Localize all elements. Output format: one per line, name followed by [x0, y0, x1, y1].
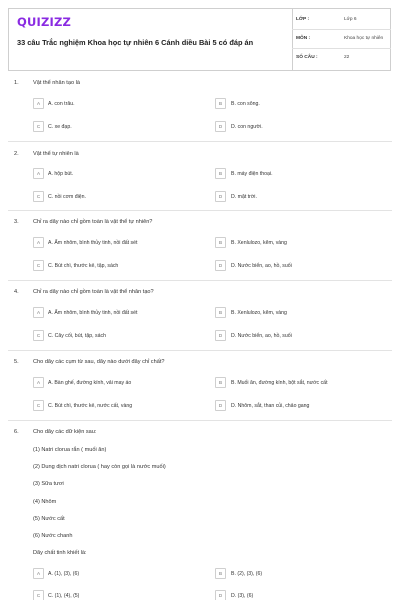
- question-separator: [8, 350, 392, 351]
- meta-value: 22: [344, 55, 350, 60]
- option-badge-a[interactable]: A: [33, 307, 44, 318]
- option-text: D. mặt trời.: [231, 194, 257, 200]
- question-text: Chỉ ra dãy nào chỉ gồm toàn là vật thể tự nhiên?: [33, 219, 153, 225]
- question-line: (2) Dung dịch natri clorua ( hay còn gọi là nước muối): [33, 464, 166, 470]
- option-text: C. xe đạp.: [48, 124, 72, 130]
- option-badge-c[interactable]: C: [33, 260, 44, 271]
- option-text: D. Nước biển, ao, hồ, suối: [231, 333, 292, 339]
- option-badge-b[interactable]: B: [215, 237, 226, 248]
- question-line: (3) Sữa tươi: [33, 481, 64, 487]
- option-badge-d[interactable]: D: [215, 330, 226, 341]
- option-text: C. (1), (4), (5): [48, 593, 80, 599]
- meta-value: Khoa học tự nhiên: [344, 36, 384, 41]
- quizizz-logo: [17, 15, 287, 29]
- option-text: B. Xenlulozo, kẽm, vàng: [231, 240, 287, 246]
- meta-row-subject: [292, 33, 391, 47]
- option-badge-a[interactable]: A: [33, 98, 44, 109]
- header-left: [17, 15, 287, 47]
- option-text: C. Bút chì, thước kẻ, nước cất, vàng: [48, 403, 133, 409]
- option-text: B. con sông.: [231, 101, 260, 107]
- question-line: Dãy chất tinh khiết là:: [33, 550, 87, 556]
- question-text: Vật thể nhân tạo là: [33, 80, 80, 86]
- question-text: Chỉ ra dãy nào chỉ gồm toàn là vật thể nhân tạo?: [33, 289, 154, 295]
- logo-text: QUIZIZZ: [17, 15, 72, 29]
- option-text: B. (2), (3), (6): [231, 571, 263, 577]
- option-badge-c[interactable]: C: [33, 590, 44, 600]
- meta-row-count: [292, 52, 391, 66]
- option-text: B. Xenlulozo, kẽm, vàng: [231, 310, 287, 316]
- question-number: 5.: [14, 359, 19, 365]
- question-line: (4) Nhôm: [33, 499, 57, 505]
- option-badge-a[interactable]: A: [33, 568, 44, 579]
- question-text: Vật thể tự nhiên là: [33, 151, 79, 157]
- document-title: 33 câu Trắc nghiệm Khoa học tự nhiên 6 Cánh diều Bài 5 có đáp án: [17, 38, 254, 47]
- meta-line: [292, 48, 391, 49]
- option-badge-b[interactable]: B: [215, 568, 226, 579]
- option-text: D. (3), (6): [231, 593, 254, 599]
- option-text: A. Ấm nhôm, bình thủy tinh, nồi đất sét: [48, 310, 138, 316]
- meta-label: SỐ CÂU :: [296, 55, 318, 60]
- option-badge-c[interactable]: C: [33, 191, 44, 202]
- question-number: 6.: [14, 429, 19, 435]
- option-badge-d[interactable]: D: [215, 191, 226, 202]
- question-number: 1.: [14, 80, 19, 86]
- option-text: A. (1), (3), (6): [48, 571, 80, 577]
- option-badge-a[interactable]: A: [33, 377, 44, 388]
- meta-row-grade: [292, 14, 391, 28]
- option-text: B. máy điện thoại.: [231, 171, 273, 177]
- worksheet-header: [8, 8, 391, 71]
- meta-label: MÔN :: [296, 36, 311, 41]
- question-separator: [8, 280, 392, 281]
- option-text: D. Nhôm, sắt, than củi, chảo gang: [231, 403, 310, 409]
- option-text: A. Ấm nhôm, bình thủy tinh, nồi đất sét: [48, 240, 138, 246]
- option-badge-b[interactable]: B: [215, 98, 226, 109]
- option-text: A. con trâu.: [48, 101, 75, 107]
- question-line: (6) Nước chanh: [33, 533, 73, 539]
- header-meta: [292, 9, 391, 70]
- question-line: (5) Nước cất: [33, 516, 65, 522]
- option-badge-d[interactable]: D: [215, 590, 226, 600]
- option-text: A. Bàn ghế, đường kính, vải may áo: [48, 380, 132, 386]
- meta-value: Lớp 6: [344, 17, 357, 22]
- question-separator: [8, 420, 392, 421]
- question-separator: [8, 210, 392, 211]
- option-badge-b[interactable]: B: [215, 168, 226, 179]
- question-text: Cho dãy các cụm từ sau, dãy nào dưới đây chỉ chất?: [33, 359, 165, 365]
- question-text: Cho dãy các dữ kiện sau:: [33, 429, 97, 435]
- question-number: 2.: [14, 151, 19, 157]
- option-badge-b[interactable]: B: [215, 377, 226, 388]
- option-badge-c[interactable]: C: [33, 400, 44, 411]
- option-badge-d[interactable]: D: [215, 121, 226, 132]
- question-number: 3.: [14, 219, 19, 225]
- question-line: (1) Natri clorua rắn ( muối ăn): [33, 447, 107, 453]
- option-badge-d[interactable]: D: [215, 260, 226, 271]
- meta-label: LỚP :: [296, 17, 310, 22]
- question-separator: [8, 141, 392, 142]
- option-badge-c[interactable]: C: [33, 330, 44, 341]
- option-text: A. hộp bút.: [48, 171, 74, 177]
- option-badge-d[interactable]: D: [215, 400, 226, 411]
- option-text: C. Bút chì, thước kẻ, tập, sách: [48, 263, 119, 269]
- option-text: C. Cây cối, bút, tập, sách: [48, 333, 106, 339]
- option-badge-a[interactable]: A: [33, 237, 44, 248]
- meta-line: [292, 29, 391, 30]
- option-text: B. Muối ăn, đường kính, bột sắt, nước cất: [231, 380, 328, 386]
- option-badge-a[interactable]: A: [33, 168, 44, 179]
- option-badge-c[interactable]: C: [33, 121, 44, 132]
- option-text: D. con người.: [231, 124, 263, 130]
- option-text: D. Nước biển, ao, hồ, suối: [231, 263, 292, 269]
- option-badge-b[interactable]: B: [215, 307, 226, 318]
- option-text: C. nồi cơm điện.: [48, 194, 86, 200]
- question-number: 4.: [14, 289, 19, 295]
